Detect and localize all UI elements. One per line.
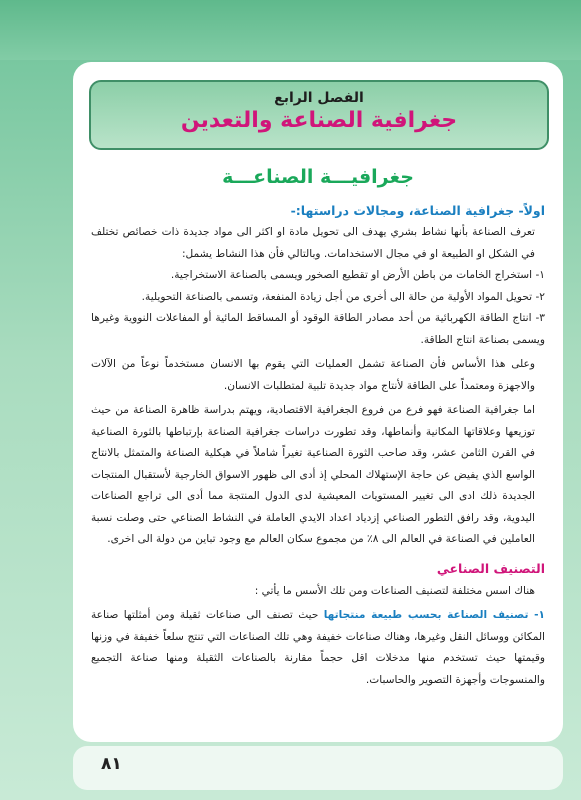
page-panel [73,62,563,742]
section-title: جغرافيـــة الصناعـــة [222,166,414,188]
chapter-title: جغرافية الصناعة والتعدين [180,108,458,133]
paragraph-scope: وعلى هذا الأساس فأن الصناعة تشمل العمليات التي يقوم بها الانسان مستخدماً نوعاً من الآلات والاجهزة ومعتمداً على الطاقة لأنتاج مواد جديدة تلبية لمتطلبات الانسان. [91,358,535,392]
classification-intro: هناك اسس مختلفة لتصنيف الصناعات ومن تلك الأسس ما يأتي : [254,584,535,597]
chapter-label: الفصل الرابع [274,90,364,106]
classification-item-text: حيث تصنف الى صناعات ثقيلة ومن أمثلتها صناعة المكائن ووسائل النقل وغيرها، وهناك صناعات خفيفة وهي تلك الصناعات التي تنتج سلعاً خفيفة في وزنها وقيمتها حيث تستخدم منها مدخلات اقل حجماً مقارنة بالصناعات الثقيلة ومنها صناعة التجميع والمنسوجات وأجهزة التصوير والحاسبات. [91,609,545,686]
classification-heading: التصنيف الصناعي [436,560,545,576]
subsection-heading: اولاً- جغرافية الصناعة، ومجالات دراستها:- [290,203,545,218]
page-footer [73,746,563,790]
classification-item [91,605,545,691]
top-band [0,0,581,60]
body-content [91,200,545,691]
paragraph-industrial-geography: اما جغرافية الصناعة فهو فرع من فروع الجغرافية الاقتصادية، ويهتم بدراسة ظاهرة الصناعة من حيث توزيعها وعلاقاتها المكانية وأنماطها، وقد تطورت دراسات جغرافية الصناعة بإرتباطها بالثورة الصناعية في القرن الثامن عشر، وقد صاحب الثورة الصناعية تغيراً شاملاً في هيكلية الصناعة والمتمثل بالانتاج الواسع الذي يفيض عن حاجة الإستهلاك المحلي إذ أدى الى ظهور الاسواق الخارجية لأستقبال المنتجات الجديدة ذلك ادى الى تغيير المستويات المعيشية لدى الدول المنتجة مما أدى الى تراجع الصناعات اليدوية، وقد رافق التطور الصناعي إزدياد اعداد الايدي العاملة في النشاط الصناعي حتى وصلت نسبة العاملين في الصناعة في العالم الى ٨٪ من مجموع سكان العالم مع وجود تباين من دولة الى اخرى. [91,404,535,545]
list-item: ١- استخراج الخامات من باطن الأرض او تقطيع الصخور ويسمى بالصناعة الاستخراجية. [170,269,545,281]
chapter-header [89,80,549,150]
list-item: ٢- تحويل المواد الأولية من حالة الى أخرى من أجل زيادة المنفعة، وتسمى بالصناعة التحويلية. [141,290,545,303]
page-number: ٨١ [101,754,122,774]
list-item: ٣- انتاج الطاقة الكهربائية من أحد مصادر الطاقة الوقود أو المساقط المائية أو المفاعلات النووية وغيرها ويسمى بصناعة انتاج الطاقة. [91,312,545,346]
paragraph-definition: تعرف الصناعة بأنها نشاط بشري يهدف الى تحويل مادة او اكثر الى مواد جديدة ذات خصائص تختلف في الشكل او الطبيعة او في مجال الاستخدامات. وبالتالي فأن هذا النشاط يشمل: [91,226,535,260]
classification-item-head: ١- تصنيف الصناعة بحسب طبيعة منتجاتها [323,609,545,621]
